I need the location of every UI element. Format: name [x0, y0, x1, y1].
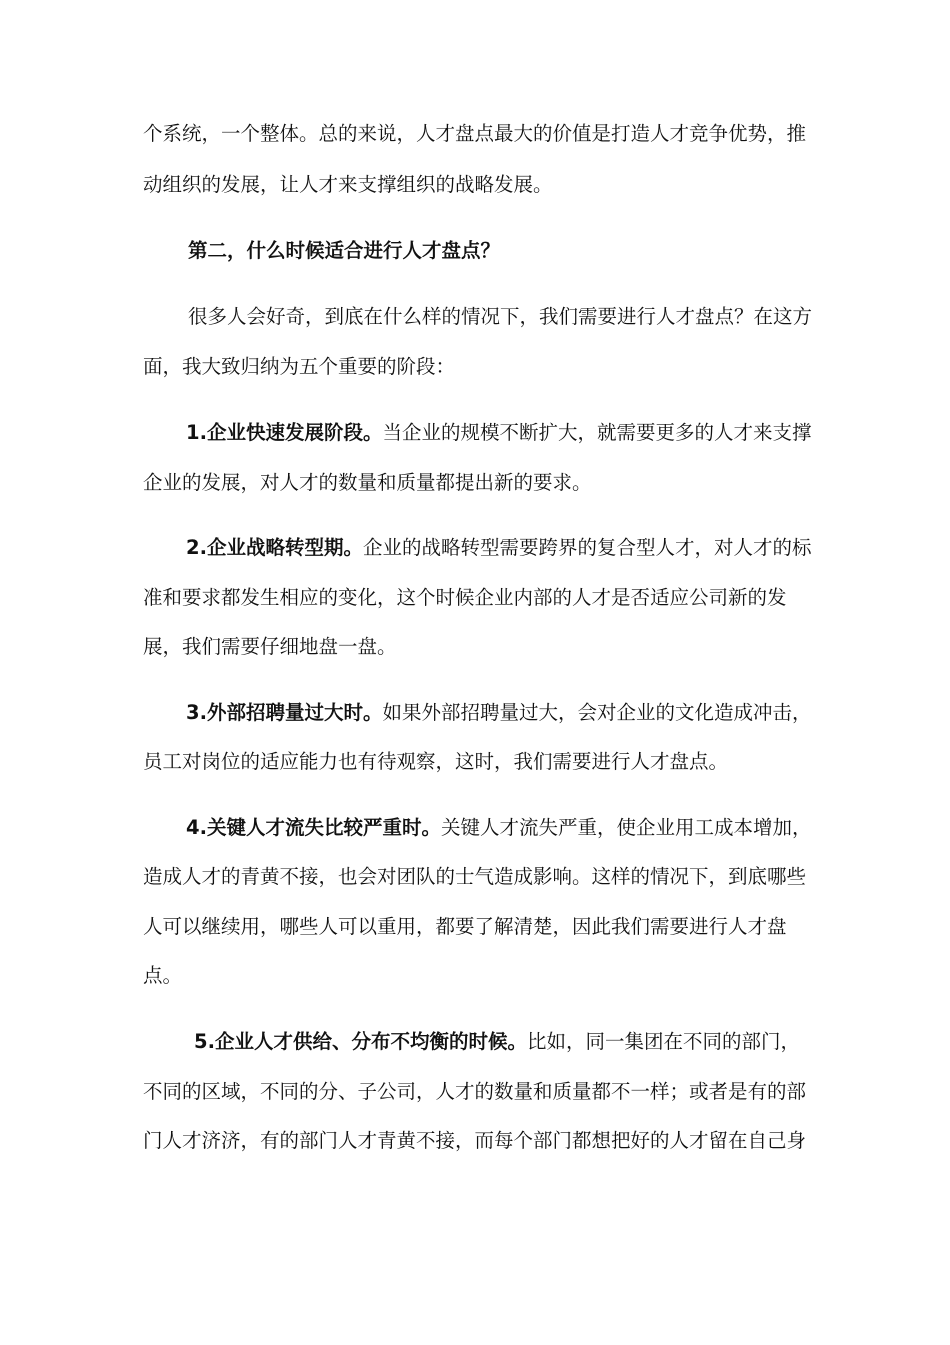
item-2-line-3: 展，我们需要仔细地盘一盘。 — [143, 635, 397, 658]
section-heading — [188, 238, 500, 264]
lead-line-2: 面，我大致归纳为五个重要的阶段： — [143, 355, 456, 378]
intro-line-1: 个系统，一个整体。总的来说，人才盘点最大的价值是打造人才竞争优势，推 — [143, 122, 807, 145]
item-1-text: 当企业的规模不断扩大，就需要更多的人才来支撑 — [382, 421, 812, 444]
item-1-first-line — [186, 420, 812, 446]
item-5-text: 比如，同一集团在不同的部门， — [526, 1030, 800, 1053]
item-5-title: 5.企业人才供给、分布不均衡的时候。 — [194, 1030, 527, 1053]
item-5-line-2: 不同的区域，不同的分、子公司，人才的数量和质量都不一样；或者是有的部 — [143, 1080, 807, 1103]
item-3-title: 3.外部招聘量过大时。 — [186, 701, 383, 724]
item-5-first-line — [194, 1029, 800, 1055]
item-3-text: 如果外部招聘量过大，会对企业的文化造成冲击， — [382, 701, 812, 724]
item-4-title: 4.关键人才流失比较严重时。 — [186, 816, 441, 839]
item-3-first-line — [186, 700, 812, 726]
section-heading-text: 第二，什么时候适合进行人才盘点？ — [188, 239, 501, 262]
item-4-line-4: 点。 — [143, 964, 183, 987]
intro-line-2: 动组织的发展，让人才来支撑组织的战略发展。 — [143, 173, 553, 196]
item-4-first-line — [186, 815, 812, 841]
item-1-title: 1.企业快速发展阶段。 — [186, 421, 383, 444]
item-2-line-2: 准和要求都发生相应的变化，这个时候企业内部的人才是否适应公司新的发 — [143, 586, 787, 609]
item-2-title: 2.企业战略转型期。 — [186, 536, 363, 559]
item-1-line-2: 企业的发展，对人才的数量和质量都提出新的要求。 — [143, 471, 592, 494]
item-4-line-3: 人可以继续用，哪些人可以重用，都要了解清楚，因此我们需要进行人才盘 — [143, 915, 787, 938]
item-5-line-3: 门人才济济，有的部门人才青黄不接，而每个部门都想把好的人才留在自己身 — [143, 1129, 807, 1152]
item-4-line-2: 造成人才的青黄不接，也会对团队的士气造成影响。这样的情况下，到底哪些 — [143, 865, 807, 888]
lead-line-1: 很多人会好奇，到底在什么样的情况下，我们需要进行人才盘点？在这方 — [188, 305, 813, 328]
item-3-line-2: 员工对岗位的适应能力也有待观察，这时，我们需要进行人才盘点。 — [143, 750, 729, 773]
item-2-first-line — [186, 535, 812, 561]
item-2-text: 企业的战略转型需要跨界的复合型人才，对人才的标 — [362, 536, 812, 559]
item-4-text: 关键人才流失严重，使企业用工成本增加， — [440, 816, 812, 839]
